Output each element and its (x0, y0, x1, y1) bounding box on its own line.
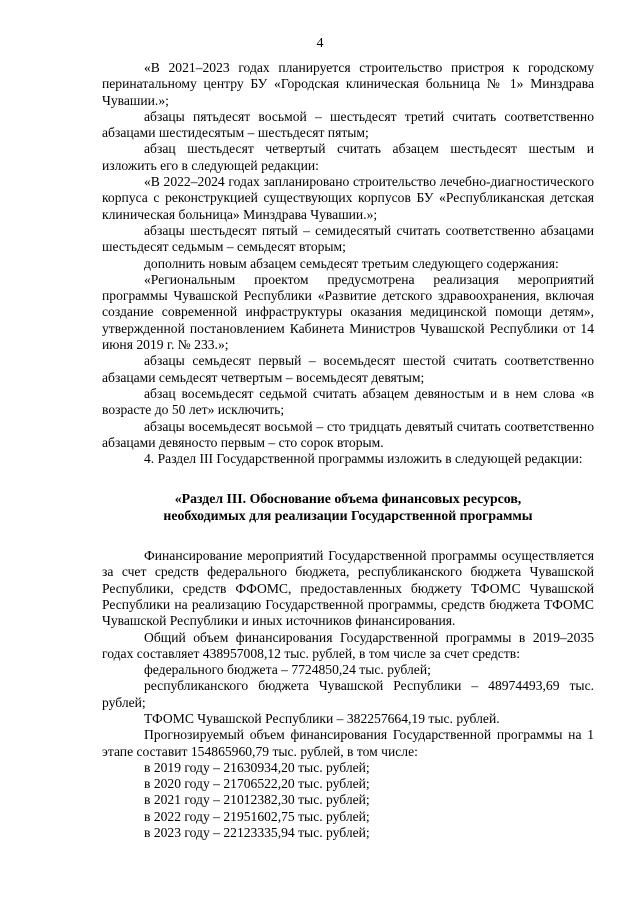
section-heading (102, 491, 594, 524)
paragraph: абзац шестьдесят четвертый считать абзацем шестьдесят шестым и изложить его в следующей редакции: (102, 141, 594, 173)
section-heading-line: «Раздел III. Обоснование объема финансовых ресурсов, (174, 491, 522, 507)
list-item: в 2022 году – 21951602,75 тыс. рублей; (144, 808, 370, 824)
paragraph: 4. Раздел III Государственной программы изложить в следующей редакции: (144, 451, 583, 467)
paragraph: абзацы пятьдесят восьмой – шестьдесят третий считать соответственно абзацами шестидесятым – шестьдесят пятым; (102, 108, 594, 141)
paragraph: федерального бюджета – 7724850,24 тыс. рублей; (144, 662, 431, 678)
paragraph: Общий объем финансирования Государственной программы в 2019–2035 годах составляет 438957008,12 тыс. рублей, в том числе за счет средств: (102, 629, 594, 661)
list-item: в 2020 году – 21706522,20 тыс. рублей; (144, 776, 370, 792)
paragraph: абзацы восемьдесят восьмой – сто тридцать девятый считать соответственно абзацами девяносто первым – сто сорок вторым. (102, 418, 594, 450)
list-item: в 2019 году – 21630934,20 тыс. рублей; (144, 759, 370, 775)
paragraph: ТФОМС Чувашской Республики – 382257664,19 тыс. рублей. (144, 710, 500, 726)
yearly-financing-list (102, 760, 594, 841)
document-body (102, 60, 594, 841)
paragraph: Финансирование мероприятий Государственной программы осуществляется за счет средств федерального бюджета, республиканского бюджета Чувашской Республики, средств ФФОМС, предоставленных бюджету ТФОМС Чувашской Республики на реализацию Государственной программы, средств бюджета ТФОМС Чувашской Республики и иных источников финансирования. (102, 548, 594, 629)
paragraph: «В 2022–2024 годах запланировано строительство лечебно-диагностического корпуса с реконструкцией существующих корпусов БУ «Республиканская детская клиническая больница» Минздрава Чувашии.»; (102, 174, 594, 222)
paragraph: «Региональным проектом предусмотрена реализация мероприятий программы Чувашской Республики «Развитие детского здравоохранения, включая создание современной инфраструктуры оказания медицинской помощи детям», утвержденной постановлением Кабинета Министров Чувашской Республики от 14 июня 2019 г. № 233.»; (102, 271, 594, 353)
paragraph: абзац восемьдесят седьмой считать абзацем девяностым и в нем слова «в возрасте до 50 лет» исключить; (102, 385, 594, 418)
paragraph: республиканского бюджета Чувашской Республики – 48974493,69 тыс. рублей; (102, 678, 594, 710)
paragraph: абзацы семьдесят первый – восемьдесят шестой считать соответственно абзацами семьдесят четвертым – восемьдесят девятым; (102, 353, 594, 385)
paragraph: Прогнозируемый объем финансирования Государственной программы на 1 этапе составит 154865960,79 тыс. рублей, в том числе: (102, 727, 594, 759)
paragraph: «В 2021–2023 годах планируется строительство пристроя к городскому перинатальному центру БУ «Городская клиническая больница № 1» Минздрава Чувашии.»; (102, 60, 594, 108)
list-item: в 2021 году – 21012382,30 тыс. рублей; (144, 792, 370, 808)
paragraph: дополнить новым абзацем семьдесят третьим следующего содержания: (144, 255, 559, 271)
list-item: в 2023 году – 22123335,94 тыс. рублей; (144, 825, 370, 841)
page-number: 4 (316, 36, 324, 51)
section-heading-line: необходимых для реализации Государственной программы (163, 507, 533, 523)
paragraph: абзацы шестьдесят пятый – семидесятый считать соответственно абзацами шестьдесят седьмым – семьдесят вторым; (102, 222, 594, 255)
